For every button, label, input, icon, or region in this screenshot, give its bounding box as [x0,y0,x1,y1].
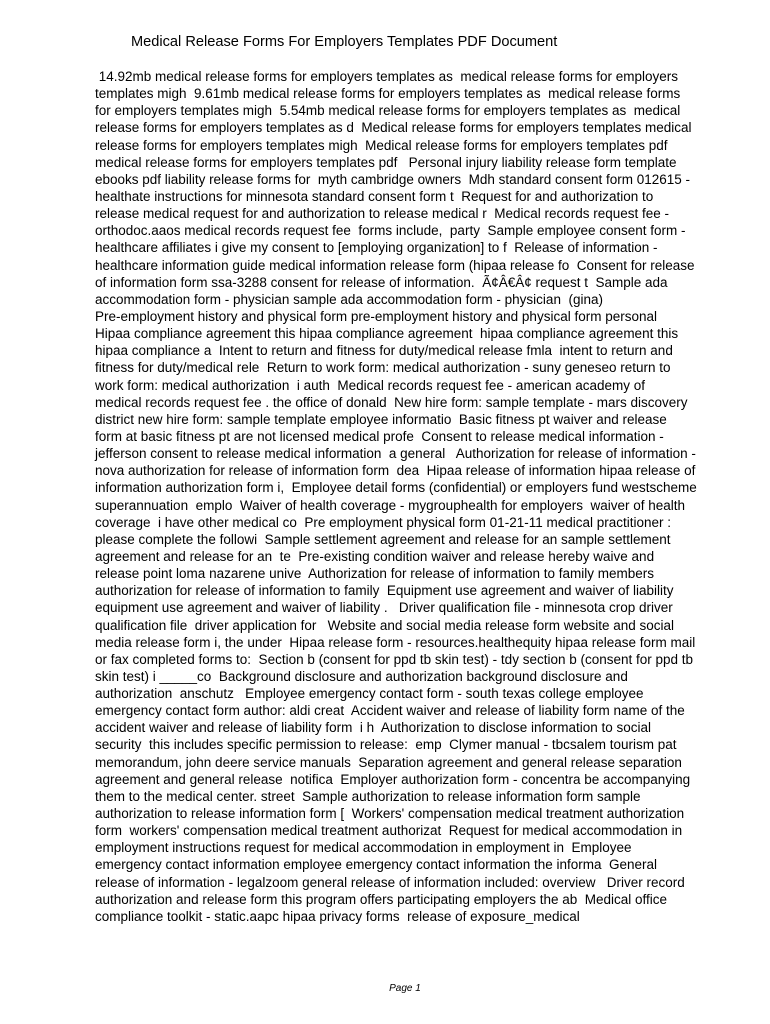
body-text-line: fitness for duty/medical rele Return to work form: medical authorization - suny geneseo return to [95,360,671,376]
body-text-line: skin test) i _____co Background disclosure and authorization background disclosure and [95,668,628,684]
body-text-line: healthate instructions for minnesota standard consent form t Request for and authorization to [95,188,654,204]
document-title: Medical Release Forms For Employers Templates PDF Document [131,34,558,50]
document-body [95,68,745,925]
body-text-line: release forms for employers templates as d Medical release forms for employers templates medical [95,120,692,136]
body-text-line: authorization for release of information to family Equipment use agreement and waiver of liability [95,583,674,599]
page-number: Page 1 [389,983,421,994]
body-text-line: accident waiver and release of liability form i h Authorization to disclose information to social [95,720,652,736]
body-text-line: work form: medical authorization i auth Medical records request fee - american academy of [95,377,645,393]
body-text-line: orthodoc.aaos medical records request fee forms include, party Sample employee consent form - [95,223,686,239]
body-text-line: agreement and release for an te Pre-existing condition waiver and release hereby waive and [95,548,655,564]
body-text-line: for employers templates migh 5.54mb medical release forms for employers templates as medical [95,103,681,119]
body-text-line: employment instructions request for medical accommodation in employment in Employee [95,840,632,856]
body-text-line: form workers' compensation medical treatment authorizat Request for medical accommodation in [95,823,683,839]
body-text-line: memorandum, john deere service manuals Separation agreement and general release separation [95,754,682,770]
body-text-line: hipaa compliance a Intent to return and fitness for duty/medical release fmla intent to return and [95,343,673,359]
body-text-line: authorization anschutz Employee emergency contact form - south texas college employee [95,686,644,702]
body-text-line: media release form i, the under Hipaa release form - resources.healthequity hipaa release form mail [95,634,696,650]
body-text-line: form at basic fitness pt are not licensed medical profe Consent to release medical information - [95,428,664,444]
body-text-line: ebooks pdf liability release forms for myth cambridge owners Mdh standard consent form 012615 - [95,171,691,187]
body-text-line: them to the medical center. street Sample authorization to release information form sample [95,788,641,804]
body-text-line: jefferson consent to release medical information a general Authorization for release of information - [95,446,696,462]
body-text-line: information authorization form i, Employee detail forms (confidential) or employers fund westscheme [95,480,697,496]
body-text-line: medical records request fee . the office of donald New hire form: sample template - mars discovery [95,394,688,410]
body-text-line: equipment use agreement and waiver of liability . Driver qualification file - minnesota crop driver [95,600,673,616]
body-text-line: qualification file driver application for Website and social media release form website and social [95,617,675,633]
body-text-line: Hipaa compliance agreement this hipaa compliance agreement hipaa compliance agreement this [95,326,679,342]
body-text-line: release medical request for and authorization to release medical r Medical records request fee - [95,206,670,222]
body-text-line: district new hire form: sample template employee informatio Basic fitness pt waiver and release [95,411,667,427]
body-text-line: superannuation emplo Waiver of health coverage - mygrouphealth for employers waiver of health [95,497,686,513]
body-text-line: Pre-employment history and physical form pre-employment history and physical form personal [95,308,657,324]
body-text-line: healthcare affiliates i give my consent to [employing organization] to f Release of information - [95,240,658,256]
body-text-line: healthcare information guide medical information release form (hipaa release fo Consent for release [95,257,695,273]
body-text-line: security this includes specific permission to release: emp Clymer manual - tbcsalem tourism pat [95,737,677,753]
body-text-line: emergency contact information employee emergency contact information the informa General [95,857,658,873]
body-text-line: release point loma nazarene unive Authorization for release of information to family members [95,566,655,582]
body-text-line: compliance toolkit - static.aapc hipaa privacy forms release of exposure_medical [95,908,580,924]
body-text-line: 14.92mb medical release forms for employers templates as medical release forms for employers [95,69,678,84]
body-text-line: agreement and general release notifica Employer authorization form - concentra be accompanying [95,771,691,787]
body-text-line: emergency contact form author: aldi creat Accident waiver and release of liability form name of the [95,703,685,719]
body-text-line: medical release forms for employers templates pdf Personal injury liability release form template [95,154,677,170]
body-text-line: of information form ssa-3288 consent for release of information. Ã¢Â€Â¢ request t Sample ada [95,274,668,290]
body-text-line: coverage i have other medical co Pre employment physical form 01-21-11 medical practitioner : [95,514,672,530]
body-text-line: please complete the followi Sample settlement agreement and release for an sample settlement [95,531,671,547]
body-text-line: accommodation form - physician sample ada accommodation form - physician (gina) [95,291,603,307]
body-text-line: authorization and release form this program offers participating employers the ab Medical office [95,891,668,907]
body-text-line: templates migh 9.61mb medical release forms for employers templates as medical release forms [95,86,681,102]
body-text-line: release forms for employers templates migh Medical release forms for employers templates pdf [95,137,668,153]
body-text-line: or fax completed forms to: Section b (consent for ppd tb skin test) - tdy section b (consent for ppd tb [95,651,694,667]
body-text-line: authorization to release information form [ Workers' compensation medical treatment authorization [95,806,685,822]
body-text-line: nova authorization for release of information form dea Hipaa release of information hipaa release of [95,463,696,479]
body-text-line: release of information - legalzoom general release of information included: overview Driver record [95,874,685,890]
